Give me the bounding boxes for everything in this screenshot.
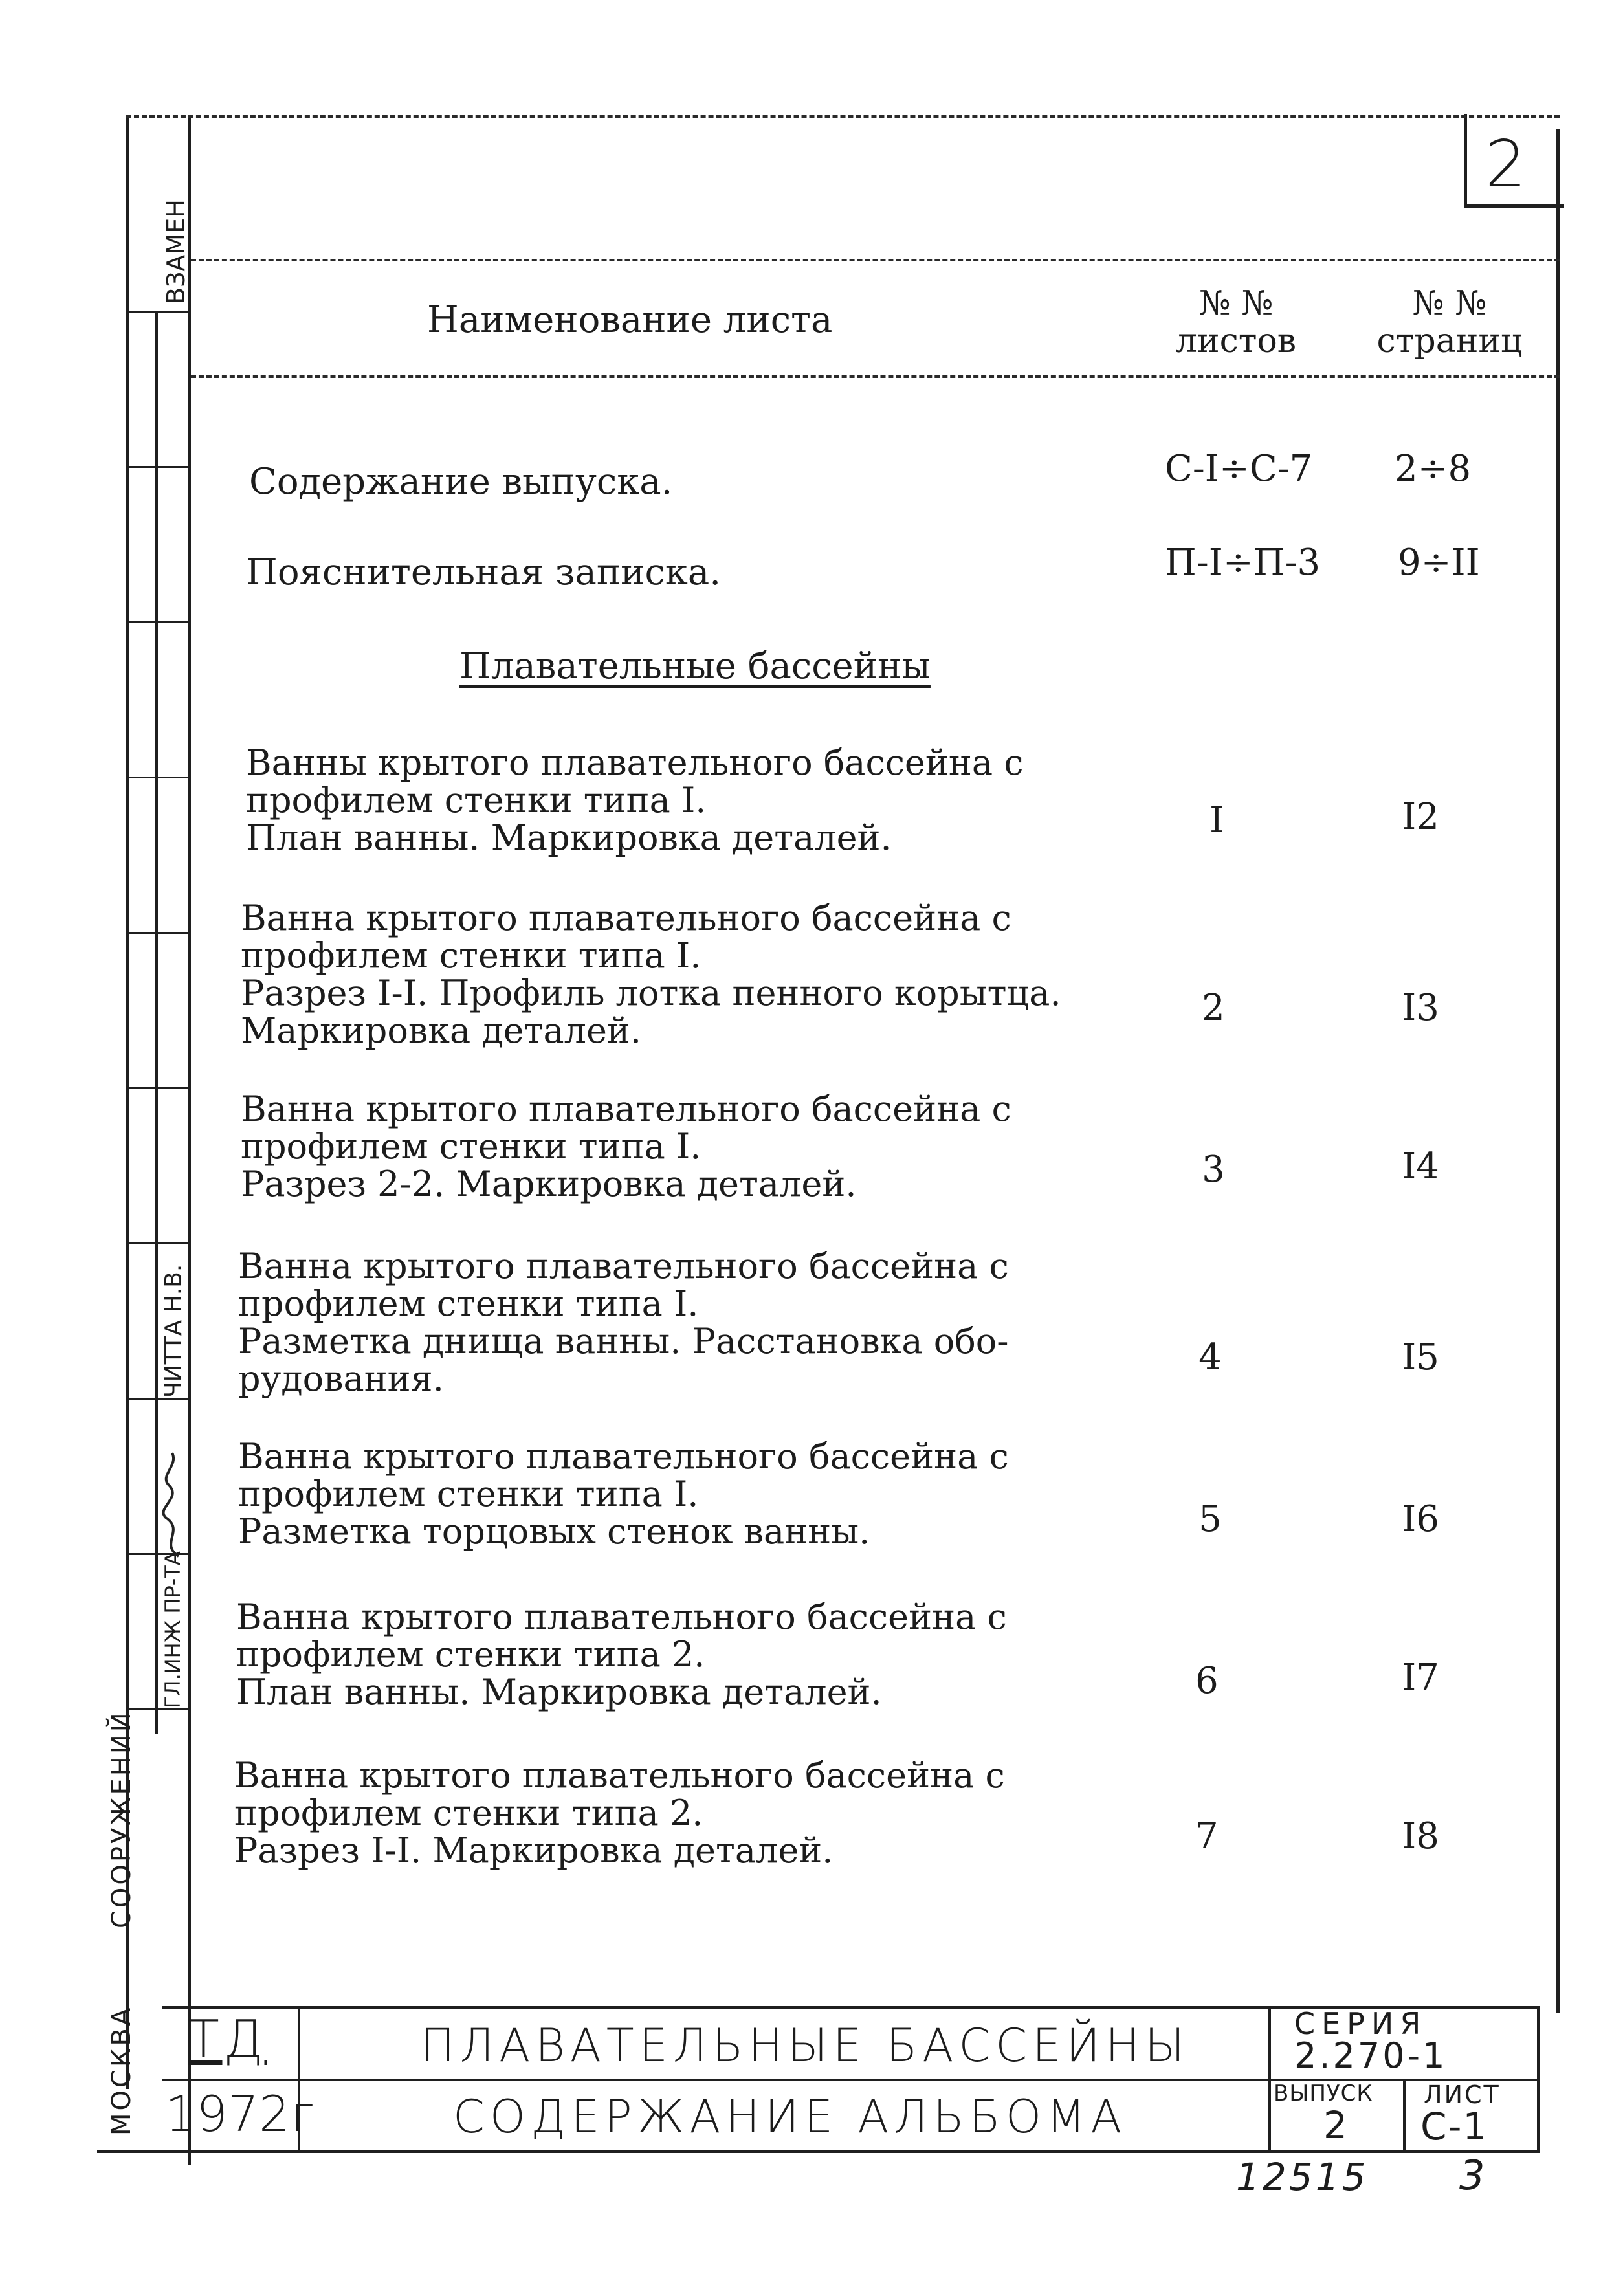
tb-code: ТД — [188, 2009, 267, 2070]
titleblock-right — [1537, 2006, 1540, 2153]
stamp-row-8 — [126, 1398, 191, 1400]
stamp-row-2 — [126, 466, 191, 468]
tb-title2: СОДЕРЖАНИЕ АЛЬБОМА — [453, 2090, 1127, 2143]
stamp-zamen: ВЗАМЕН — [162, 199, 190, 304]
frame-left-inner — [188, 115, 191, 2165]
signature — [153, 1446, 192, 1563]
entry-4-sheet: 4 — [1198, 1336, 1222, 1378]
footer-inventory: 12515 — [1236, 2155, 1369, 2199]
tb-issue-value: 2 — [1323, 2103, 1351, 2147]
row-contents-pages: 2÷8 — [1395, 448, 1472, 490]
entry-4-title: Ванна крытого плавательного бассейна с профилем стенки типа I. Разметка днища ванны. Расстановка обо- рудования. — [238, 1246, 1009, 1399]
row-note-sheets: П-I÷П-3 — [1165, 542, 1321, 584]
entry-7-page: I8 — [1402, 1815, 1439, 1857]
tb-year: 1972г — [165, 2085, 315, 2143]
entry-6-title: Ванна крытого плавательного бассейна с профилем стенки типа 2. План ванны. Маркировка деталей. — [236, 1596, 1007, 1712]
tb-sheet-value: С-1 — [1420, 2104, 1488, 2148]
row-note-title: Пояснительная записка. — [246, 551, 722, 593]
entry-1-title: Ванны крытого плавательного бассейна с профилем стенки типа I. План ванны. Маркировка деталей. — [246, 742, 1024, 858]
entry-5-title: Ванна крытого плавательного бассейна с профилем стенки типа I. Разметка торцовых стенок ванны. — [238, 1436, 1009, 1552]
entry-3-page: I4 — [1402, 1145, 1439, 1187]
stamp-role: ГЛ.ИНЖ ПР-ТА — [160, 1551, 185, 1708]
entry-2-sheet: 2 — [1202, 987, 1225, 1029]
entry-3-sheet: 3 — [1202, 1149, 1225, 1191]
stamp-row-6 — [126, 1087, 191, 1089]
entry-7-sheet: 7 — [1195, 1815, 1219, 1857]
header-col-sheets: № № листов — [1175, 284, 1297, 360]
frame-top-line — [126, 115, 1560, 118]
entry-6-sheet: 6 — [1195, 1660, 1219, 1702]
footer-page: 3 — [1459, 2152, 1489, 2199]
tb-title1: ПЛАВАТЕЛЬНЫЕ БАССЕЙНЫ — [421, 2019, 1190, 2072]
stamp-name: ЧИТТА Н.В. — [160, 1264, 187, 1398]
page-number: 2 — [1485, 126, 1530, 202]
tb-series-label: СЕРИЯ — [1294, 2006, 1428, 2041]
stamp-row-7 — [126, 1242, 191, 1244]
row-contents-sheets: С-I÷С-7 — [1165, 448, 1313, 490]
entry-1-sheet: I — [1209, 799, 1224, 841]
entry-1-page: I2 — [1402, 796, 1439, 838]
section-heading: Плавательные бассейны — [459, 645, 931, 687]
titleblock-div-3 — [1403, 2079, 1406, 2153]
entry-5-page: I6 — [1402, 1498, 1439, 1540]
tb-series-value: 2.270-1 — [1294, 2035, 1448, 2076]
frame-right — [1556, 129, 1560, 2013]
header-col-name: Наименование листа — [427, 299, 833, 341]
stamp-row-5 — [126, 932, 191, 934]
stamp-city: МОСКВА — [107, 2005, 137, 2136]
row-note-pages: 9÷II — [1398, 542, 1480, 584]
header-bottom-rule — [191, 375, 1560, 378]
stamp-row-4 — [126, 777, 191, 778]
entry-3-title: Ванна крытого плавательного бассейна с профилем стенки типа I. Разрез 2-2. Маркировка деталей. — [241, 1088, 1011, 1204]
header-col-pages: № № страниц — [1376, 284, 1523, 360]
tb-sheet-label: ЛИСТ — [1424, 2081, 1501, 2109]
entry-2-title: Ванна крытого плавательного бассейна с профилем стенки типа I. Разрез I-I. Профиль лотка пенного корытца. Маркировка деталей. — [241, 898, 1061, 1051]
row-contents-title: Содержание выпуска. — [249, 461, 673, 503]
entry-6-page: I7 — [1402, 1657, 1439, 1699]
entry-5-sheet: 5 — [1198, 1498, 1222, 1540]
stamp-row-1 — [126, 311, 191, 313]
stamp-row-3 — [126, 621, 191, 623]
tb-issue-label: ВЫПУСК — [1274, 2081, 1373, 2106]
header-top-rule — [191, 259, 1560, 261]
titleblock-bottom — [97, 2150, 1540, 2153]
stamp-org: СООРУЖЕНИЙ — [107, 1710, 137, 1928]
entry-4-page: I5 — [1402, 1336, 1439, 1378]
entry-2-page: I3 — [1402, 987, 1439, 1029]
titleblock-div-2 — [1268, 2006, 1271, 2153]
entry-7-title: Ванна крытого плавательного бассейна с профилем стенки типа 2. Разрез I-I. Маркировка деталей. — [234, 1755, 1005, 1871]
